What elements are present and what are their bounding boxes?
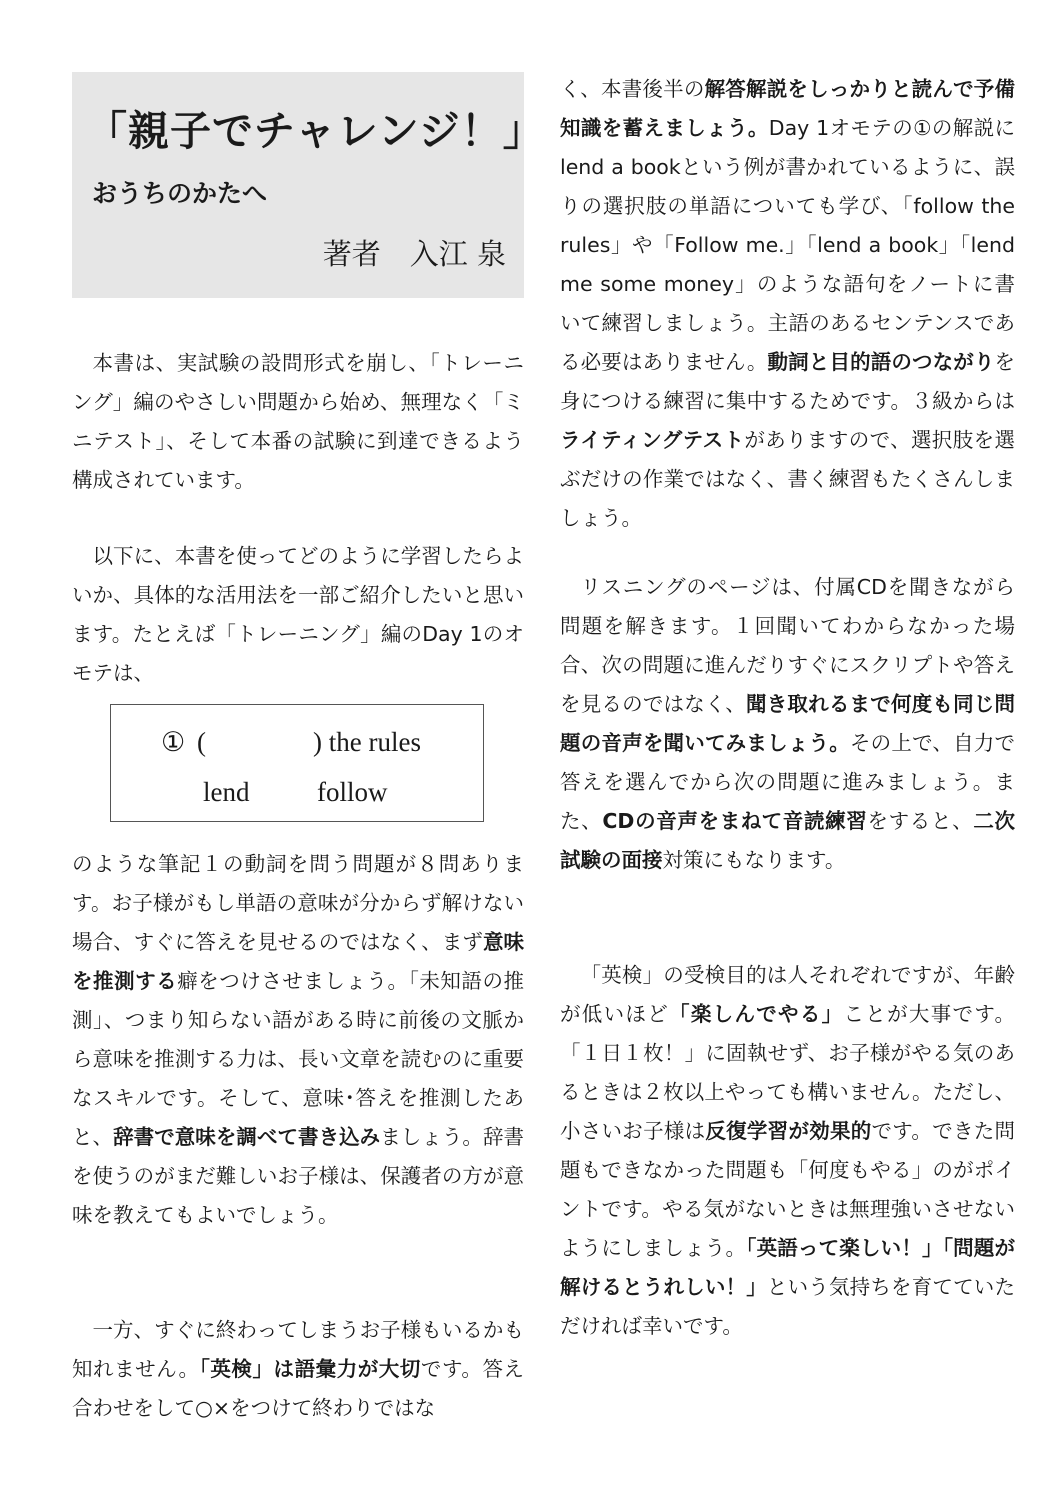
example-option-follow: follow — [317, 777, 388, 807]
usage-paragraph: 以下に、本書を使ってどのように学習したらよいか、具体的な活用法を一部ご紹介したいと思います。たとえば「トレーニング」編のDay 1のオモテは、 — [72, 544, 524, 685]
explanation-paragraph — [560, 70, 1015, 538]
example-open-paren: ( — [197, 727, 206, 757]
body-text: 一方、すぐに終わってしまうお子様もいるかも知れません。 — [72, 1318, 524, 1381]
emphasis-text: 二次試験の面接 — [560, 809, 1015, 872]
body-text: のような筆記１の動詞を問う問題が８問あります。お子様がもし単語の意味が分からず解けない場合、すぐに答えを見せるのではなく、まず — [72, 852, 524, 954]
body-text: その上で、自力で答えを選んでから次の問題に進みましょう。また、 — [560, 731, 1015, 833]
example-question-box — [110, 704, 484, 822]
page-subtitle: おうちのかたへ — [92, 179, 268, 208]
emphasis-text: ライティングテスト — [560, 428, 745, 452]
body-text: 対策にもなります。 — [662, 848, 846, 872]
body-text: がありますので、選択肢を選ぶだけの作業ではなく、書く練習もたくさんしましょう。 — [560, 428, 1016, 530]
body-text: という気持ちを育てていただければ幸いです。 — [560, 1275, 1016, 1338]
intro-paragraph: 本書は、実試験の設問形式を崩し、「トレーニング」編のやさしい問題から始め、無理なく「ミニテスト」、そして本番の試験に到達できるよう構成されています。 — [72, 351, 524, 492]
emphasis-text: 「英検」は語彙力が大切 — [199, 1357, 421, 1381]
vocabulary-paragraph — [72, 1311, 524, 1428]
author-line: 著者 入江 泉 — [322, 237, 506, 271]
emphasis-text: CDの音声をまねて音読練習 — [602, 809, 868, 833]
title-box — [72, 72, 545, 298]
emphasis-text: 「楽しんでやる」 — [669, 1002, 844, 1026]
body-text: リスニングのページは、付属CDを聞きながら問題を解きます。１回聞いてわからなかった場合、次の問題に進んだりすぐにスクリプトや答えを見るのではなく、 — [560, 575, 1015, 716]
emphasis-text: 意味を推測する — [72, 930, 525, 993]
emphasis-text: 動詞と目的語のつながり — [767, 350, 995, 374]
emphasis-text: 解答解説をしっかりと読んで予備知識を蓄えましょう。 — [560, 77, 1015, 140]
guessing-paragraph — [72, 845, 524, 1235]
body-text: です。答え合わせをして○×をつけて終わりではな — [72, 1357, 524, 1420]
body-text: ましょう。辞書を使うのがまだ難しいお子様は、保護者の方が意味を教えてもよいでしょう。 — [72, 1125, 525, 1227]
body-text: 癖をつけさせましょう。「未知語の推測」、つまり知らない語がある時に前後の文脈から意味を推測する力は、長い文章を読むのに重要なスキルです。そして、意味･答えを推測したあと、 — [72, 969, 525, 1149]
emphasis-text: 辞書で意味を調べて書き込み — [113, 1125, 381, 1149]
example-sentence: ) the rules — [313, 727, 421, 757]
body-text: です。できた問題もできなかった問題も「何度もやる」のがポイントです。やる気がないときは無理強いさせないようにしましょう。 — [560, 1119, 1015, 1260]
emphasis-text: 反復学習が効果的 — [705, 1119, 872, 1143]
body-text: ことが大事です。「１日１枚！」に固執せず、お子様がやる気のあるときは２枚以上やっても構いません。ただし、小さいお子様は — [560, 1002, 1015, 1143]
body-text: く、本書後半の — [560, 77, 705, 101]
body-text: 「英検」の受検目的は人それぞれですが、年齢が低いほど — [560, 963, 1015, 1026]
motivation-paragraph — [560, 956, 1015, 1346]
example-option-lend: lend — [203, 777, 250, 807]
body-text: をすると、 — [867, 809, 974, 833]
listening-paragraph — [560, 568, 1015, 880]
emphasis-text: 「英語って楽しい！」「問題が解けるとうれしい！」 — [560, 1236, 1016, 1299]
page-title: 「親子でチャレンジ！」 — [86, 107, 545, 155]
body-text: Day 1オモテの①の解説にlend a bookという例が書かれているように、誤りの選択肢の単語についても学び、「follow the rules」や「Follow me.」「lend a book」「lend me some money」のような語句をノートに書いて練習しましょう。主語のあるセンテンスである必要はありません。 — [560, 116, 1016, 374]
example-number: ① — [161, 727, 186, 757]
emphasis-text: 聞き取れるまで何度も同じ問題の音声を聞いてみましょう。 — [560, 692, 1016, 755]
body-text: を身につける練習に集中するためです。３級からは — [560, 350, 1015, 413]
